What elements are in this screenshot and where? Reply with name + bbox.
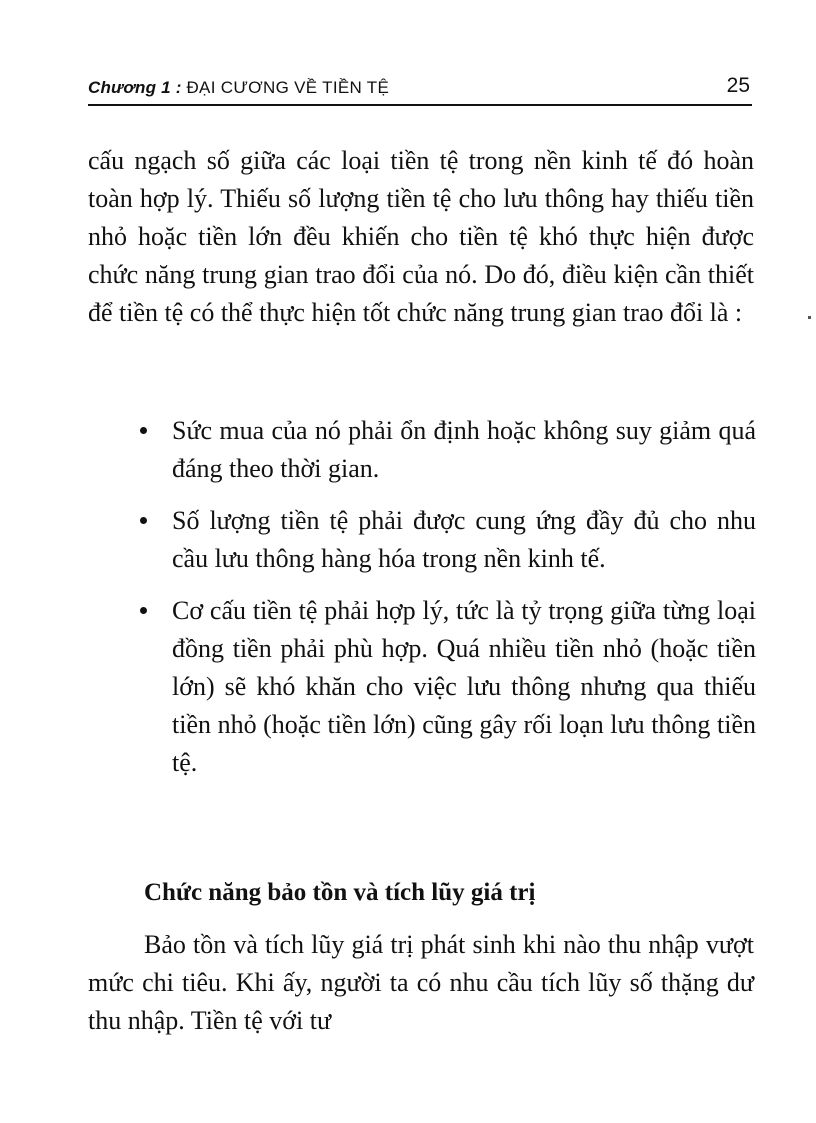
closing-paragraph: Bảo tồn và tích lũy giá trị phát sinh khi nào thu nhập vượt mức chi tiêu. Khi ấy, người ta có nhu cầu tích lũy số thặng dư thu nhập. Tiền tệ với tư	[88, 930, 754, 1035]
bullet-item	[136, 412, 756, 488]
bullet-item	[136, 502, 756, 578]
section-heading: Chức năng bảo tồn và tích lũy giá trị	[144, 879, 536, 906]
running-head	[88, 74, 752, 106]
scan-speck	[808, 316, 811, 319]
bullet-icon	[140, 427, 147, 434]
bullet-icon	[140, 607, 147, 614]
chapter-title: ĐẠI CƯƠNG VỀ TIỀN TỆ	[186, 78, 390, 97]
bullet-list	[136, 412, 756, 796]
intro-paragraph: cấu ngạch số giữa các loại tiền tệ trong nền kinh tế đó hoàn toàn hợp lý. Thiếu số lượng tiền tệ cho lưu thông hay thiếu tiền nhỏ hoặc tiền lớn đều khiến cho tiền tệ khó thực hiện được chức năng trung gian trao đổi của nó. Do đó, điều kiện cần thiết để tiền tệ có thể thực hiện tốt chức năng trung gian trao đổi là :	[88, 146, 754, 327]
bullet-item	[136, 592, 756, 782]
bullet-icon	[140, 517, 147, 524]
bullet-text: Cơ cấu tiền tệ phải hợp lý, tức là tỷ trọng giữa từng loại đồng tiền phải phù hợp. Quá nhiều tiền nhỏ (hoặc tiền lớn) sẽ khó khăn cho việc lưu thông nhưng qua thiếu tiền nhỏ (hoặc tiền lớn) cũng gây rối loạn lưu thông tiền tệ.	[172, 596, 756, 777]
chapter-label: Chương 1	[88, 78, 171, 97]
page-number: 25	[726, 74, 750, 97]
chapter-separator: :	[170, 78, 187, 97]
bullet-text: Số lượng tiền tệ phải được cung ứng đầy đủ cho nhu cầu lưu thông hàng hóa trong nền kinh tế.	[172, 506, 756, 573]
bullet-text: Sức mua của nó phải ổn định hoặc không suy giảm quá đáng theo thời gian.	[172, 416, 756, 483]
chapter-label-group	[88, 78, 389, 98]
